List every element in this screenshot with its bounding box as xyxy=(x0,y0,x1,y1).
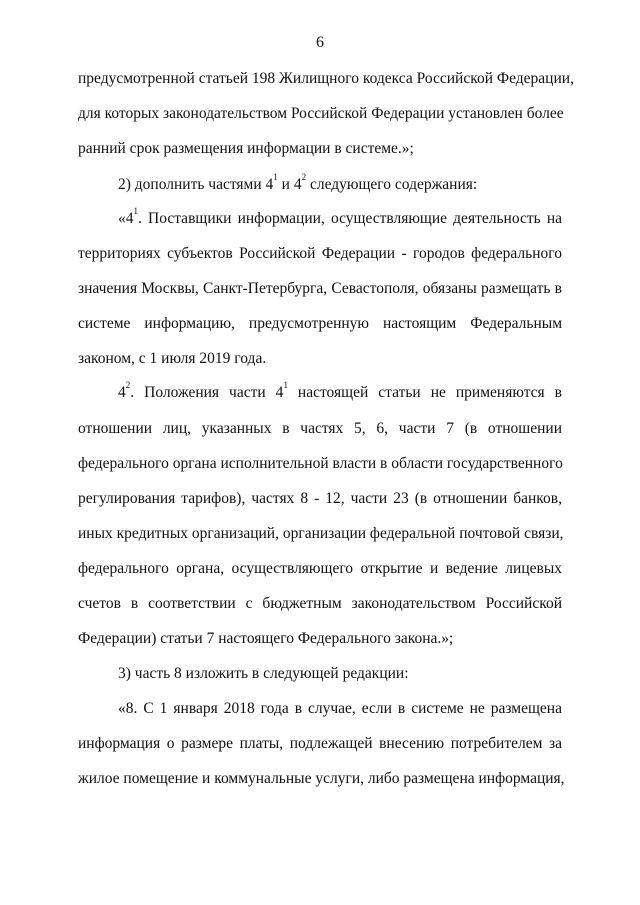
text-line: законом, с 1 июля 2019 года. xyxy=(78,350,267,367)
text-line: Федерации) статьи 7 настоящего Федерального закона.»; xyxy=(78,630,454,647)
text-line: $4^2$. Положения части $4^1$ настоящей статьи не применяются в xyxy=(118,380,562,401)
text-line: жилое помещение и коммунальные услуги, либо размещена информация, xyxy=(78,770,565,787)
text-line: «8. С 1 января 2018 года в случае, если в системе не размещена xyxy=(118,700,562,717)
text-line: отношении лиц, указанных в частях 5, 6, части 7 (в отношении xyxy=(78,420,562,437)
text-line: иных кредитных организаций, организации федеральной почтовой связи, xyxy=(78,525,564,542)
text-line: системе информацию, предусмотренную настоящим Федеральным xyxy=(78,315,562,332)
text-line: ранний срок размещения информации в системе.»; xyxy=(78,140,414,157)
text-line: счетов в соответствии с бюджетным законодательством Российской xyxy=(78,595,562,612)
text-line: 3) часть 8 изложить в следующей редакции: xyxy=(118,665,409,682)
text-line: 2) дополнить частями $4^1$ и $4^2$ следующего содержания: xyxy=(118,172,478,193)
text-line: предусмотренной статьей 198 Жилищного кодекса Российской Федерации, xyxy=(78,70,574,87)
text-line: «$4^1$. Поставщики информации, осуществляющие деятельность на xyxy=(118,206,562,227)
text-line: для которых законодательством Российской Федерации установлен более xyxy=(78,105,564,122)
page-number: 6 xyxy=(316,34,324,51)
text-line: федерального органа исполнительной власти в области государственного xyxy=(78,455,563,472)
text-line: территориях субъектов Российской Федерации - городов федерального xyxy=(78,245,562,262)
text-line: информация о размере платы, подлежащей внесению потребителем за xyxy=(78,735,562,752)
text-line: федерального органа, осуществляющего открытие и ведение лицевых xyxy=(78,560,562,577)
text-line: значения Москвы, Санкт-Петербурга, Севастополя, обязаны размещать в xyxy=(78,280,562,297)
text-line: регулирования тарифов), частях 8 - 12, части 23 (в отношении банков, xyxy=(78,490,562,507)
